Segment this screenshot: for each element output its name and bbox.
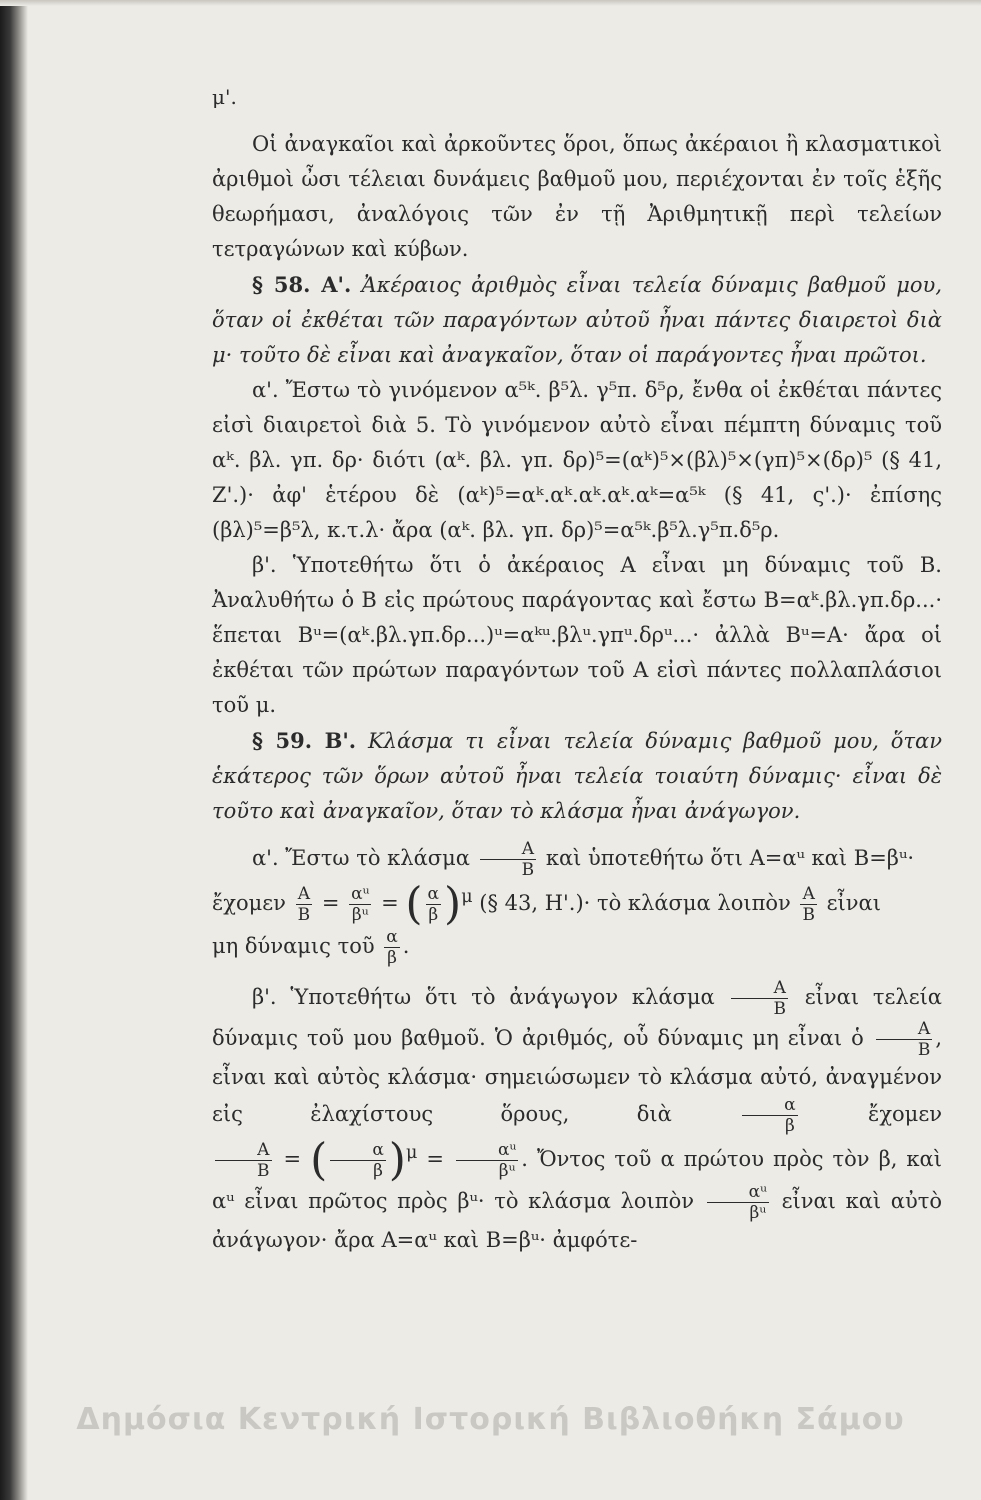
book-spine-shadow — [0, 0, 28, 1500]
fraction-A-over-B: $\frac{A}{B}$ — [215, 1140, 272, 1181]
text-fragment: μη δύναμις τοῦ — [212, 933, 375, 958]
text-fragment: . Ὄντος τοῦ α πρώτου πρὸς τὸν β, καὶ αᵘ εἶναι πρῶτος πρὸς βᵘ· τὸ κλάσμα λοιπὸν — [212, 1146, 942, 1213]
section-59-proof-alpha — [212, 839, 942, 880]
text-fragment: α'. Ἔστω τὸ κλάσμα — [252, 846, 470, 870]
section-58-label: § 58. Α'. — [252, 272, 352, 297]
text-fragment: καὶ ὑποτεθήτω ὅτι Α=αᵘ καὶ Β=βᵘ· — [545, 846, 914, 870]
fraction-am-over-bm: $\frac{\text{αᵘ}}{\text{βᵘ}}$ — [456, 1140, 518, 1181]
equation-line: μη δύναμις τοῦ $\frac{\alpha}{\beta}$ . — [212, 926, 410, 968]
intro-paragraph: Οἱ ἀναγκαῖοι καὶ ἀρκοῦντες ὅροι, ὅπως ἀκέραιοι ἢ κλασματικοὶ ἀριθμοὶ ὦσι τέλειαι δυνάμεις βαθμοῦ μου, περιέχονται ἐν τοῖς ἑξῆς θεωρήμασι, ἀναλόγοις τῶν ἐν τῇ Ἀριθμητικῇ περὶ τελείων τετραγώνων καὶ κύβων. — [212, 132, 942, 261]
section-59-label: § 59. Β'. — [252, 728, 357, 753]
equation-line: ἔχομεν $\frac{A}{B}$ = $\frac{\text{αᵘ}}{\text{βᵘ}}$ = ( $\frac{\alpha}{\beta}$ )$^\mu$ (§ 43, Η'.)· τὸ κλάσμα λοιπὸν $\frac{A}{B}$ εἶναι — [212, 878, 881, 930]
book-page — [212, 80, 942, 1258]
section-59-proof-beta: β'. Ὑποτεθήτω ὅτι τὸ ἀνάγωγον κλάσμα $\frac{A}{B}$ εἶναι τελεία δύναμις τοῦ μου βαθμοῦ. Ὁ ἀριθμός, οὗ δύναμις μη εἶναι ὁ $\frac{A}{B}$ , εἶναι καὶ αὐτὸς κλάσμα· σημειώσωμεν τὸ κλάσμα αὐτό, ἀναγμένον εἰς ἐλαχίστους ὅρους, διὰ $\frac{\alpha}{\beta}$ ἔχομεν $\frac{A}{B}$ = ( $\frac{\alpha}{\beta}$ )$^\mu$ = $\frac{\text{αᵘ}}{\text{βᵘ}}$ . Ὄντος τοῦ α πρώτου πρὸς τὸν β, καὶ αᵘ εἶναι πρῶτος πρὸς βᵘ· τὸ κλάσμα λοιπὸν $\frac{\text{αᵘ}}{\text{βᵘ}}$ εἶναι καὶ αὐτὸ ἀνάγωγον· ἄρα Α=αᵘ καὶ Β=βᵘ· ἀμφότε- — [212, 977, 942, 1252]
fraction-A-over-B: $\frac{A}{B}$ — [802, 884, 815, 925]
text-fragment: β'. Ὑποτεθήτω ὅτι τὸ ἀνάγωγον κλάσμα — [252, 984, 715, 1009]
section-59 — [212, 723, 942, 829]
section-59-theorem: Κλάσμα τι εἶναι τελεία δύναμις βαθμοῦ μου, ὅταν ἑκάτερος τῶν ὅρων αὐτοῦ ἦναι τελεία τοιαύτη δύναμις· εἶναι δὲ τοῦτο καὶ ἀναγκαῖον, ὅταν τὸ κλάσμα ἦναι ἀνάγωγον. — [212, 729, 942, 823]
section-58-proof-beta: β'. Ὑποτεθήτω ὅτι ὁ ἀκέραιος Α εἶναι μη δύναμις τοῦ Β. Ἀναλυθήτω ὁ Β εἰς πρώτους παράγοντας καὶ ἔστω Β=αᵏ.βλ.γπ.δρ...· ἕπεται Βᵘ=(αᵏ.βλ.γπ.δρ...)ᵘ=αᵏᵘ.βλᵘ.γπᵘ.δρᵘ...· ἀλλὰ Βᵘ=Α· ἄρα οἱ ἐκθέται τῶν πρώτων παραγόντων τοῦ Α εἰσὶ πάντες πολλαπλάσιοι τοῦ μ. — [212, 553, 942, 717]
text-fragment: εἶναι τελεία δύναμις τοῦ μου βαθμοῦ. Ὁ ἀριθμός, οὗ δύναμις μη εἶναι ὁ — [212, 984, 942, 1050]
fraction-a-over-b: $\frac{\alpha}{\beta}$ — [427, 884, 440, 925]
fraction-am-over-bm: $\frac{\text{αᵘ}}{\text{βᵘ}}$ — [351, 884, 370, 925]
fraction-a-over-b: $\frac{\alpha}{\beta}$ — [386, 926, 398, 968]
section-58 — [212, 267, 942, 373]
library-watermark: Δημόσια Κεντρική Ιστορική Βιβλιοθήκη Σάμου — [76, 1402, 905, 1437]
fraction-a-over-b: $\frac{\alpha}{\beta}$ — [742, 1095, 797, 1136]
fraction-am-over-bm: $\frac{\text{αᵘ}}{\text{βᵘ}}$ — [707, 1182, 769, 1223]
text-fragment: , εἶναι καὶ αὐτὸς κλάσμα· σημειώσωμεν τὸ κλάσμα αὐτό, ἀναγμένον εἰς ἐλαχίστους ὅρους, διὰ — [212, 1025, 942, 1126]
text-fragment: εἶναι — [826, 891, 881, 915]
text-fragment: ἔχομεν — [212, 891, 286, 915]
page-top-shadow — [0, 0, 981, 6]
text-fragment: (§ 43, Η'.)· τὸ κλάσμα λοιπὸν — [479, 891, 791, 915]
text-fragment: ἔχομεν — [868, 1101, 942, 1126]
section-58-theorem: Ἀκέραιος ἀριθμὸς εἶναι τελεία δύναμις βαθμοῦ μου, ὅταν οἱ ἐκθέται τῶν παραγόντων αὐτοῦ ἦναι πάντες διαιρετοὶ διὰ μ· τοῦτο δὲ εἶναι καὶ ἀναγκαῖον, ὅταν οἱ παράγοντες ἦναι πρῶτοι. — [212, 273, 942, 367]
page-number: μ'. — [212, 85, 237, 109]
fraction-a-over-b: $\frac{\alpha}{\beta}$ — [330, 1140, 385, 1181]
fraction-A-over-B: $\frac{A}{B}$ — [297, 884, 311, 925]
text-fragment: εἶναι καὶ αὐτὸ ἀνάγωγον· ἄρα Α=αᵘ καὶ Β=βᵘ· ἀμφότε- — [212, 1189, 942, 1252]
fraction-A-over-B: $\frac{A}{B}$ — [480, 839, 537, 880]
fraction-A-over-B: $\frac{A}{B}$ — [876, 1019, 933, 1060]
fraction-A-over-B: $\frac{A}{B}$ — [731, 978, 788, 1019]
section-58-proof-alpha: α'. Ἔστω τὸ γινόμενον α⁵ᵏ. β⁵λ. γ⁵π. δ⁵ρ, ἔνθα οἱ ἐκθέται πάντες εἰσὶ διαιρετοὶ διὰ 5. Τὸ γινόμενον αὐτὸ εἶναι πέμπτη δύναμις τοῦ αᵏ. βλ. γπ. δρ· διότι (αᵏ. βλ. γπ. δρ)⁵=(αᵏ)⁵×(βλ)⁵×(γπ)⁵×(δρ)⁵ (§ 41, Ζ'.)· ἀφ' ἑτέρου δὲ (αᵏ)⁵=αᵏ.αᵏ.αᵏ.αᵏ.αᵏ=α⁵ᵏ (§ 41, ς'.)· ἐπίσης (βλ)⁵=β⁵λ, κ.τ.λ· ἄρα (αᵏ. βλ. γπ. δρ)⁵=α⁵ᵏ.β⁵λ.γ⁵π.δ⁵ρ. — [212, 378, 942, 542]
